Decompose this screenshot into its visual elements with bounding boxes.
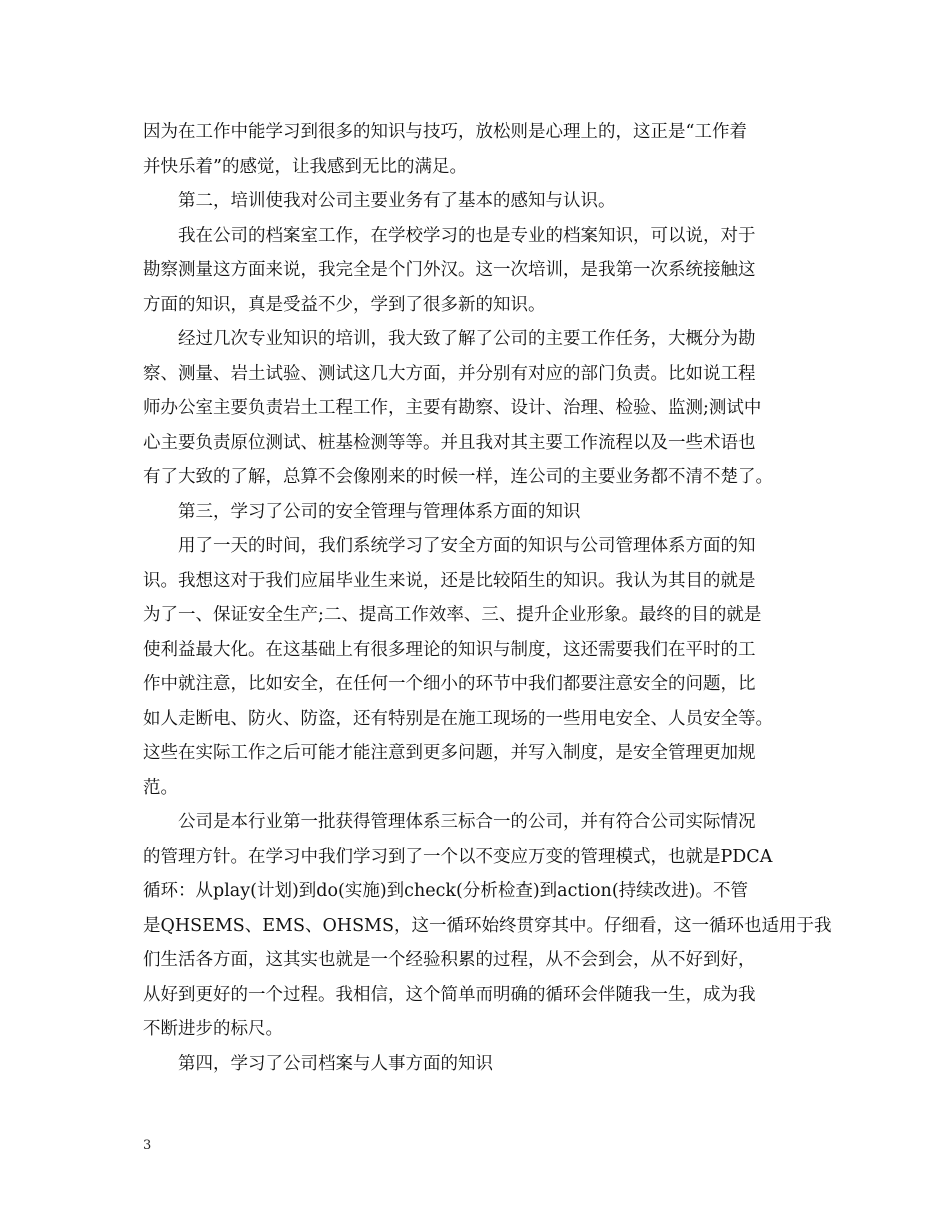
text-line: 第四，学习了公司档案与人事方面的知识: [178, 1053, 493, 1074]
text-line: 的管理方针。在学习中我们学习到了一个以不变应万变的管理模式，也就是PDCA: [143, 846, 773, 867]
text-line: 有了大致的了解，总算不会像刚来的时候一样，连公司的主要业务都不清不楚了。: [143, 467, 773, 487]
text-line: 如人走断电、防火、防盗，还有特别是在施工现场的一些用电安全、人员安全等。: [143, 708, 773, 729]
text-line: 不断进步的标尺。: [143, 1019, 283, 1039]
text-line: 们生活各方面，这其实也就是一个经验积累的过程，从不会到会，从不好到好，: [143, 950, 756, 970]
text-line: 公司是本行业第一批获得管理体系三标合一的公司，并有符合公司实际情况: [178, 812, 756, 832]
document-body: [143, 115, 832, 1081]
text-line: 循环：从play(计划)到do(实施)到check(分析检查)到action(持续改进)。不管: [143, 881, 748, 901]
page-number: 3: [143, 1138, 152, 1153]
text-line: 并快乐着”的感觉，让我感到无比的满足。: [143, 156, 467, 177]
text-line: 心主要负责原位测试、桩基检测等等。并且我对其主要工作流程以及一些术语也: [143, 432, 756, 453]
text-line: 第三，学习了公司的安全管理与管理体系方面的知识: [178, 501, 581, 522]
text-line: 为了一、保证安全生产;二、提高工作效率、三、提升企业形象。最终的目的就是: [143, 605, 762, 625]
text-line: 识。我想这对于我们应届毕业生来说，还是比较陌生的知识。我认为其目的就是: [143, 570, 756, 591]
text-line: 第二，培训使我对公司主要业务有了基本的感知与认识。: [178, 191, 616, 211]
text-line: 从好到更好的一个过程。我相信，这个简单而明确的循环会伴随我一生，成为我: [143, 984, 756, 1005]
text-line: 方面的知识，真是受益不少，学到了很多新的知识。: [143, 294, 546, 315]
text-line: 是QHSEMS、EMS、OHSMS，这一循环始终贯穿其中。仔细看，这一循环也适用于我: [143, 915, 832, 936]
text-line: 经过几次专业知识的培训，我大致了解了公司的主要工作任务，大概分为勘: [178, 329, 756, 349]
text-line: 用了一天的时间，我们系统学习了安全方面的知识与公司管理体系方面的知: [178, 536, 756, 556]
text-line: 使利益最大化。在这基础上有很多理论的知识与制度，这还需要我们在平时的工: [143, 639, 756, 660]
text-line: 师办公室主要负责岩土工程工作，主要有勘察、设计、治理、检验、监测;测试中: [143, 398, 762, 418]
text-line: 察、测量、岩土试验、测试这几大方面，并分别有对应的部门负责。比如说工程: [143, 363, 756, 384]
text-line: 这些在实际工作之后可能才能注意到更多问题，并写入制度，是安全管理更加规: [143, 743, 756, 763]
text-line: 我在公司的档案室工作，在学校学习的也是专业的档案知识，可以说，对于: [178, 225, 756, 246]
text-line: 范。: [143, 777, 178, 798]
text-line: 作中就注意，比如安全，在任何一个细小的环节中我们都要注意安全的问题，比: [143, 674, 756, 694]
text-line: 因为在工作中能学习到很多的知识与技巧，放松则是心理上的，这正是“工作着: [143, 122, 747, 142]
text-line: 勘察测量这方面来说，我完全是个门外汉。这一次培训，是我第一次系统接触这: [143, 260, 756, 280]
